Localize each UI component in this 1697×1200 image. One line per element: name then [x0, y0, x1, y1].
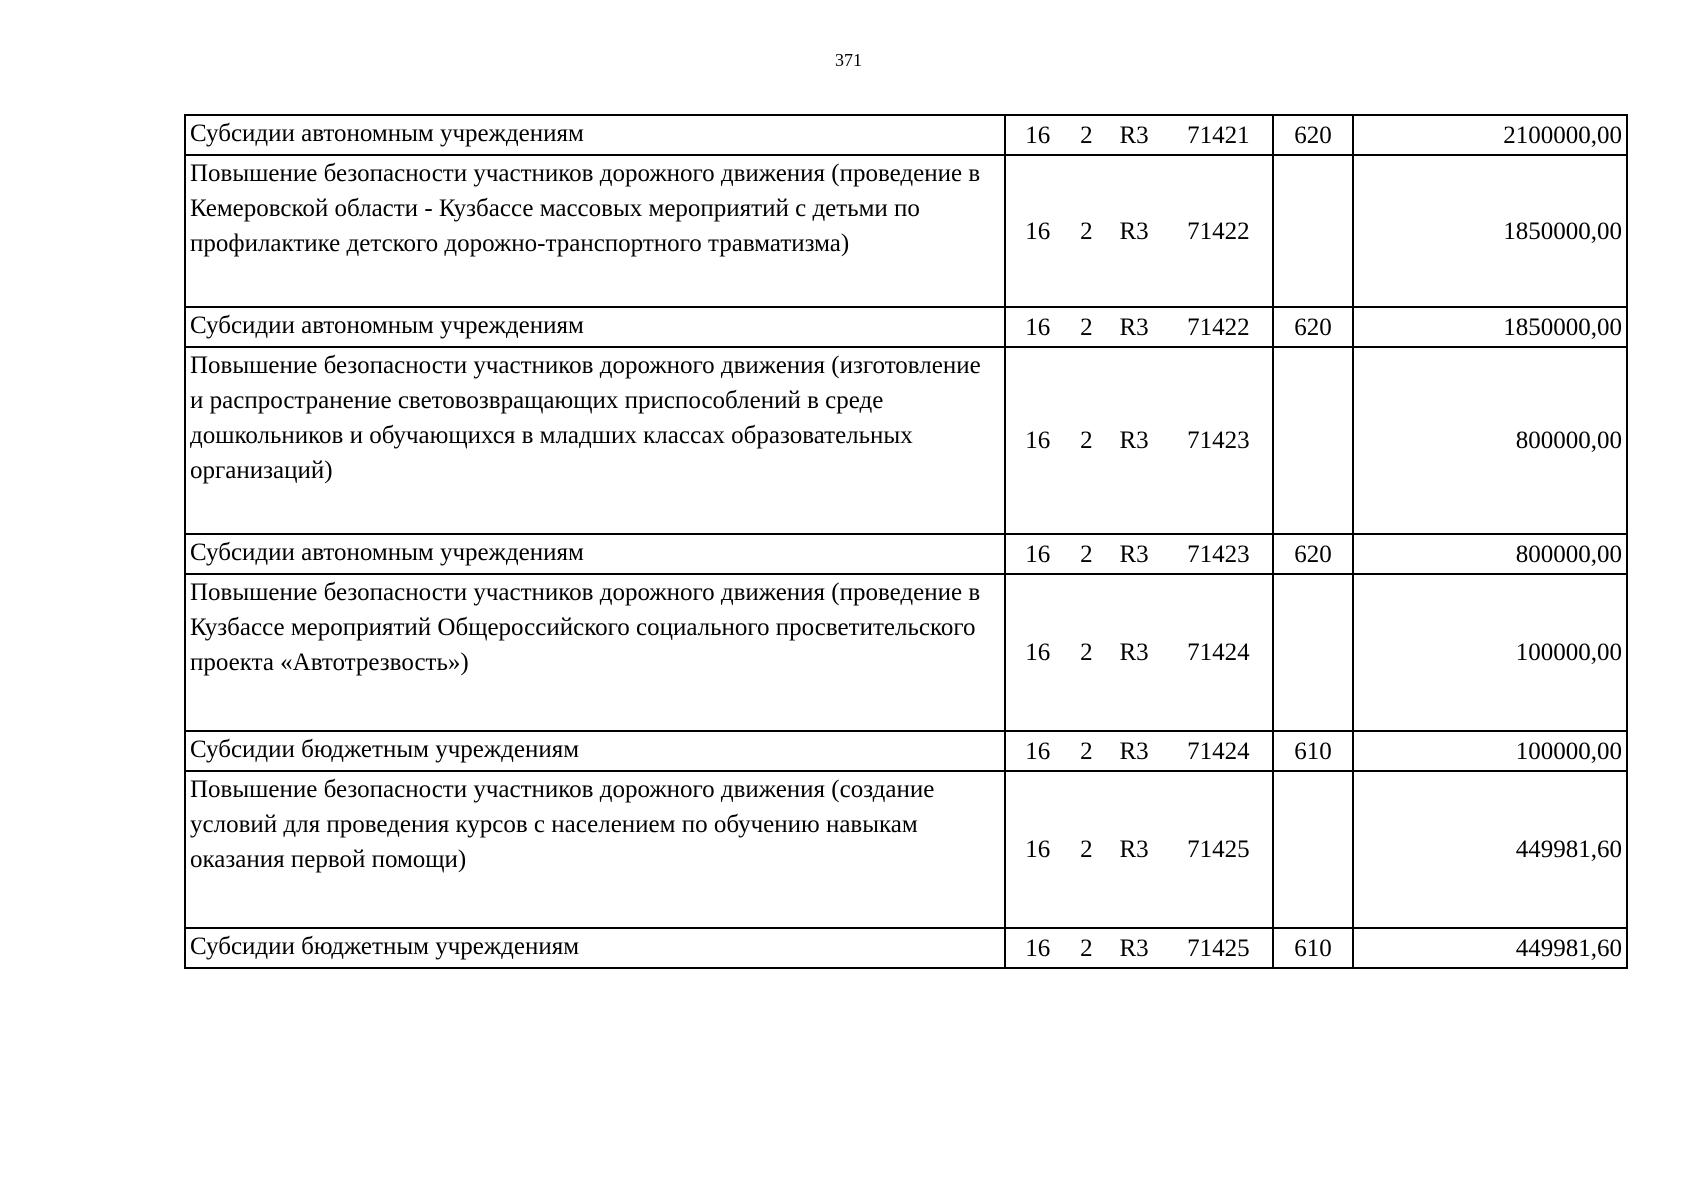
table-row [185, 928, 1627, 968]
expense-type: 620 [1273, 115, 1353, 155]
direction-code: R3 [1119, 639, 1149, 666]
row-description: Субсидии бюджетным учреждениям [185, 928, 1005, 968]
expense-type [1273, 771, 1353, 928]
table-row [185, 307, 1627, 347]
row-codes [1005, 347, 1273, 534]
program-code: 16 [1025, 836, 1051, 863]
subprogram-code: 2 [1080, 934, 1093, 962]
expense-type: 610 [1273, 928, 1353, 968]
expense-direction-code: 71423 [1187, 427, 1250, 454]
direction-code: R3 [1119, 737, 1149, 765]
expense-type: 610 [1273, 731, 1353, 771]
expense-type [1273, 347, 1353, 534]
row-description: Субсидии автономным учреждениям [185, 307, 1005, 347]
expense-type: 620 [1273, 307, 1353, 347]
row-description: Повышение безопасности участников дорожного движения (проведение в Кемеровской области - Кузбассе массовых мероприятий с детьми по профилактике детского дорожно-транспортного травматизма) [185, 155, 1005, 307]
table-row [185, 731, 1627, 771]
expense-direction-code: 71422 [1187, 217, 1250, 245]
expense-direction-code: 71423 [1187, 540, 1250, 568]
row-description: Повышение безопасности участников дорожного движения (создание условий для проведения курсов с населением по обучению навыкам оказания первой помощи) [185, 771, 1005, 928]
row-codes [1005, 534, 1273, 574]
row-description: Субсидии автономным учреждениям [185, 534, 1005, 574]
program-code: 16 [1025, 427, 1051, 454]
program-code: 16 [1025, 540, 1051, 568]
subprogram-code: 2 [1080, 121, 1093, 149]
row-codes [1005, 574, 1273, 731]
program-code: 16 [1025, 313, 1051, 341]
amount: 2100000,00 [1353, 115, 1627, 155]
amount: 449981,60 [1353, 928, 1627, 968]
amount: 800000,00 [1353, 534, 1627, 574]
program-code: 16 [1025, 217, 1051, 245]
amount: 1850000,00 [1353, 307, 1627, 347]
expense-direction-code: 71424 [1187, 639, 1250, 666]
row-codes [1005, 771, 1273, 928]
expense-direction-code: 71425 [1187, 836, 1250, 863]
program-code: 16 [1025, 121, 1051, 149]
amount: 800000,00 [1353, 347, 1627, 534]
row-codes [1005, 928, 1273, 968]
direction-code: R3 [1119, 427, 1149, 454]
row-description: Субсидии автономным учреждениям [185, 115, 1005, 155]
row-codes [1005, 307, 1273, 347]
program-code: 16 [1025, 639, 1051, 666]
amount: 449981,60 [1353, 771, 1627, 928]
subprogram-code: 2 [1080, 639, 1093, 666]
expense-direction-code: 71422 [1187, 313, 1250, 341]
expense-type: 620 [1273, 534, 1353, 574]
subprogram-code: 2 [1080, 540, 1093, 568]
table-row [185, 574, 1627, 731]
direction-code: R3 [1119, 934, 1149, 962]
subprogram-code: 2 [1080, 217, 1093, 245]
page-number: 371 [835, 50, 862, 70]
subprogram-code: 2 [1080, 313, 1093, 341]
direction-code: R3 [1119, 836, 1149, 863]
subprogram-code: 2 [1080, 836, 1093, 863]
subprogram-code: 2 [1080, 427, 1093, 454]
row-codes [1005, 115, 1273, 155]
table-row [185, 155, 1627, 307]
expense-direction-code: 71421 [1187, 121, 1250, 149]
expense-direction-code: 71425 [1187, 934, 1250, 962]
table-row [185, 347, 1627, 534]
expense-direction-code: 71424 [1187, 737, 1250, 765]
program-code: 16 [1025, 934, 1051, 962]
direction-code: R3 [1119, 217, 1149, 245]
row-codes [1005, 155, 1273, 307]
row-description: Субсидии бюджетным учреждениям [185, 731, 1005, 771]
direction-code: R3 [1119, 540, 1149, 568]
direction-code: R3 [1119, 313, 1149, 341]
budget-table [184, 114, 1628, 969]
table-row [185, 115, 1627, 155]
amount: 1850000,00 [1353, 155, 1627, 307]
expense-type [1273, 574, 1353, 731]
expense-type [1273, 155, 1353, 307]
amount: 100000,00 [1353, 731, 1627, 771]
row-description: Повышение безопасности участников дорожного движения (проведение в Кузбассе мероприятий Общероссийского социального просветительского проекта «Автотрезвость») [185, 574, 1005, 731]
table-row [185, 771, 1627, 928]
table-row [185, 534, 1627, 574]
row-codes [1005, 731, 1273, 771]
amount: 100000,00 [1353, 574, 1627, 731]
row-description: Повышение безопасности участников дорожного движения (изготовление и распространение световозвращающих приспособлений в среде дошкольников и обучающихся в младших классах образовательных организаций) [185, 347, 1005, 534]
program-code: 16 [1025, 737, 1051, 765]
subprogram-code: 2 [1080, 737, 1093, 765]
direction-code: R3 [1119, 121, 1149, 149]
